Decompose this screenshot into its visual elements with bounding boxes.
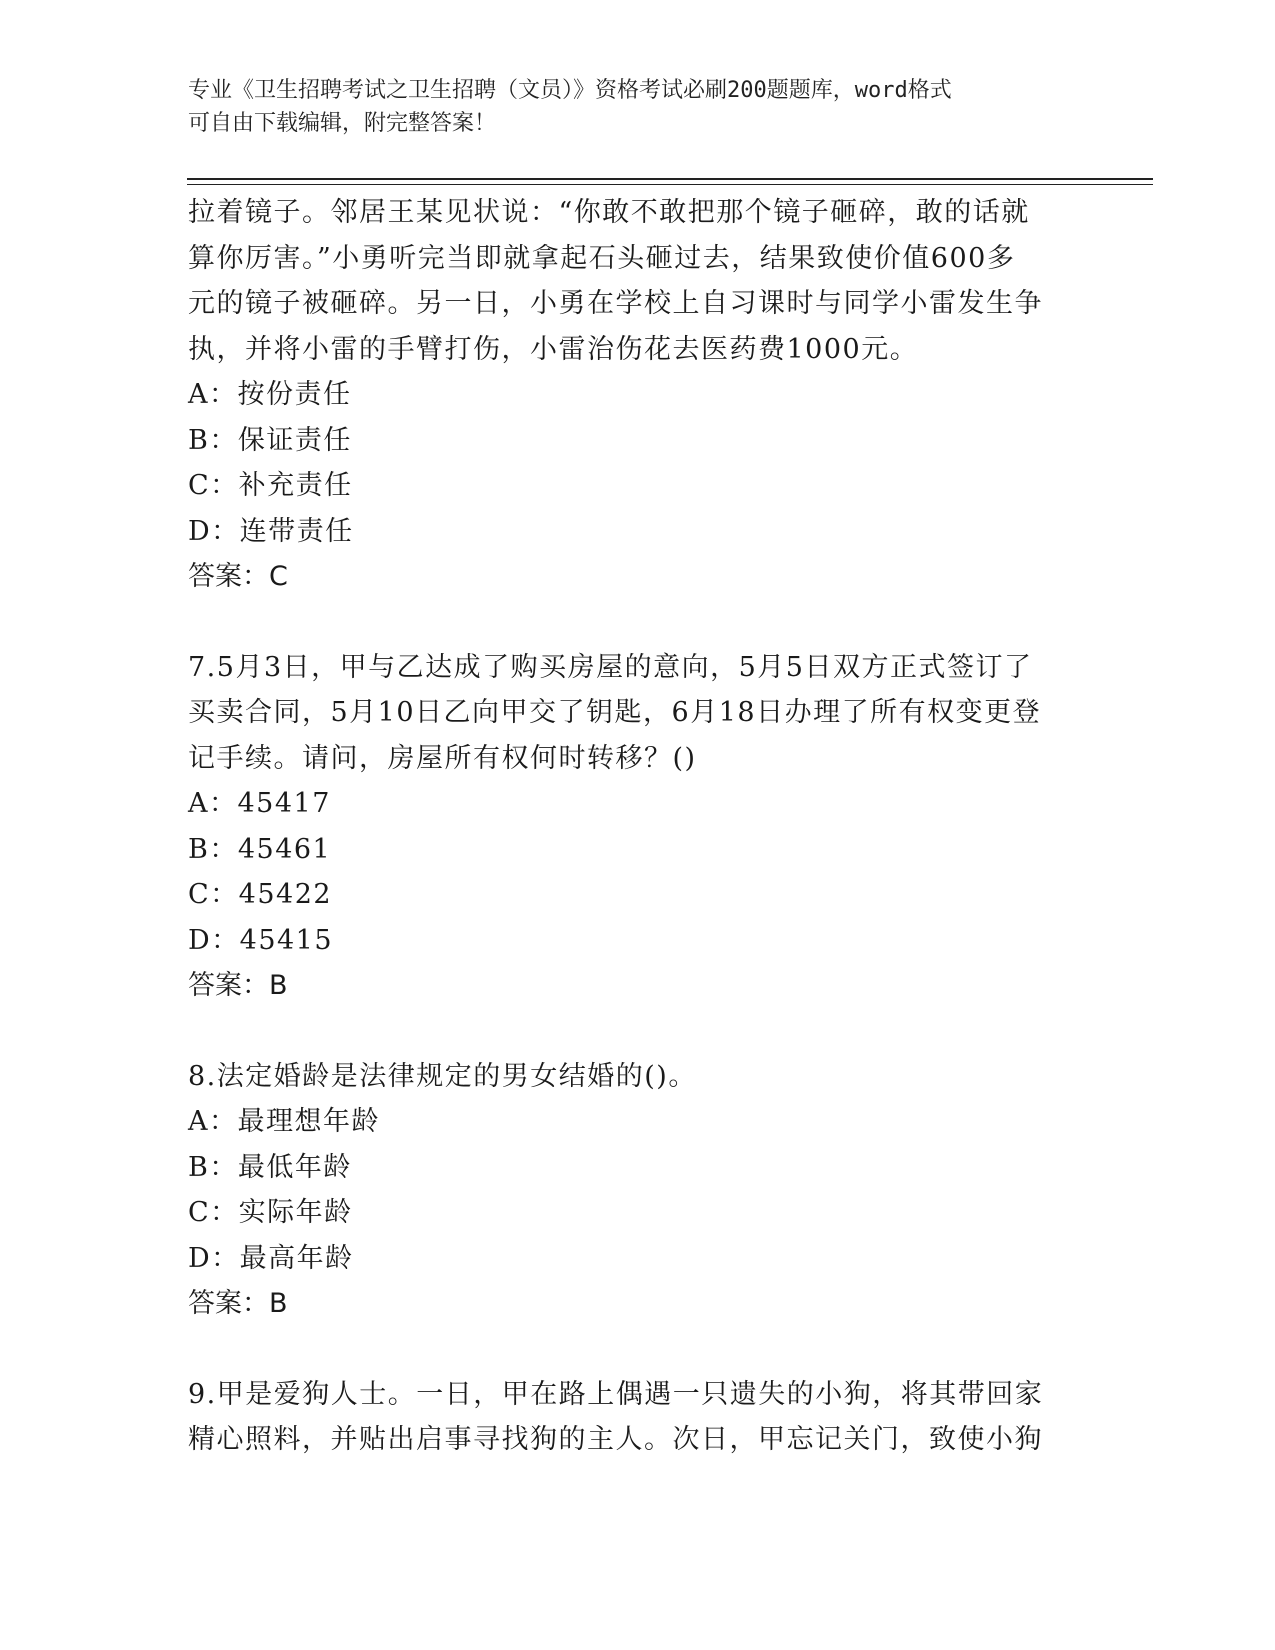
answer: 答案：B	[188, 1288, 288, 1319]
option-d: D：连带责任	[188, 515, 354, 547]
question-7	[188, 645, 1088, 1009]
question-stem-line: 执，并将小雷的手臂打伤，小雷治伤花去医药费1000元。	[188, 333, 919, 365]
option-c: C：实际年龄	[188, 1197, 353, 1228]
question-stem-line: 买卖合同，5月10日乙向甲交了钥匙，6月18日办理了所有权变更登	[188, 697, 1042, 728]
option-b: B：45461	[188, 833, 332, 865]
question-8	[188, 1054, 1088, 1327]
question-stem-line: 8.法定婚龄是法律规定的男女结婚的()。	[188, 1060, 697, 1092]
question-stem-line: 精心照料，并贴出启事寻找狗的主人。次日，甲忘记关门，致使小狗	[188, 1424, 1043, 1455]
answer: 答案：B	[188, 970, 288, 1001]
option-a: A：最理想年龄	[188, 1106, 380, 1137]
header-rule	[187, 178, 1153, 180]
document-header	[188, 74, 1068, 140]
option-d: D：45415	[188, 924, 334, 956]
question-stem-line: 9.甲是爱狗人士。一日，甲在路上偶遇一只遗失的小狗，将其带回家	[188, 1378, 1044, 1410]
header-line: 可自由下载编辑，附完整答案！	[188, 111, 497, 136]
question-6	[188, 190, 1088, 600]
question-stem-line: 元的镜子被砸碎。另一日，小勇在学校上自习课时与同学小雷发生争	[188, 288, 1043, 319]
header-line: 专业《卫生招聘考试之卫生招聘（文员）》资格考试必刷200题题库，word格式	[188, 78, 952, 103]
document-body	[188, 190, 1088, 1463]
option-a: A：按份责任	[188, 379, 352, 410]
question-stem-line: 拉着镜子。邻居王某见状说：“你敢不敢把那个镜子砸碎，敢的话就	[188, 197, 1030, 228]
option-a: A：45417	[188, 788, 331, 819]
option-c: C：补充责任	[188, 470, 353, 501]
question-stem-line: 7.5月3日，甲与乙达成了购买房屋的意向，5月5日双方正式签订了	[188, 651, 1033, 683]
option-d: D：最高年龄	[188, 1242, 354, 1274]
header-rule-thin	[187, 184, 1153, 185]
question-stem-line: 记手续。请问，房屋所有权何时转移？()	[188, 742, 697, 774]
question-9	[188, 1372, 1088, 1463]
option-b: B：最低年龄	[188, 1151, 352, 1183]
option-b: B：保证责任	[188, 424, 352, 456]
answer: 答案：C	[188, 561, 288, 592]
option-c: C：45422	[188, 879, 333, 910]
question-stem-line: 算你厉害。”小勇听完当即就拿起石头砸过去，结果致使价值600多	[188, 242, 1016, 274]
